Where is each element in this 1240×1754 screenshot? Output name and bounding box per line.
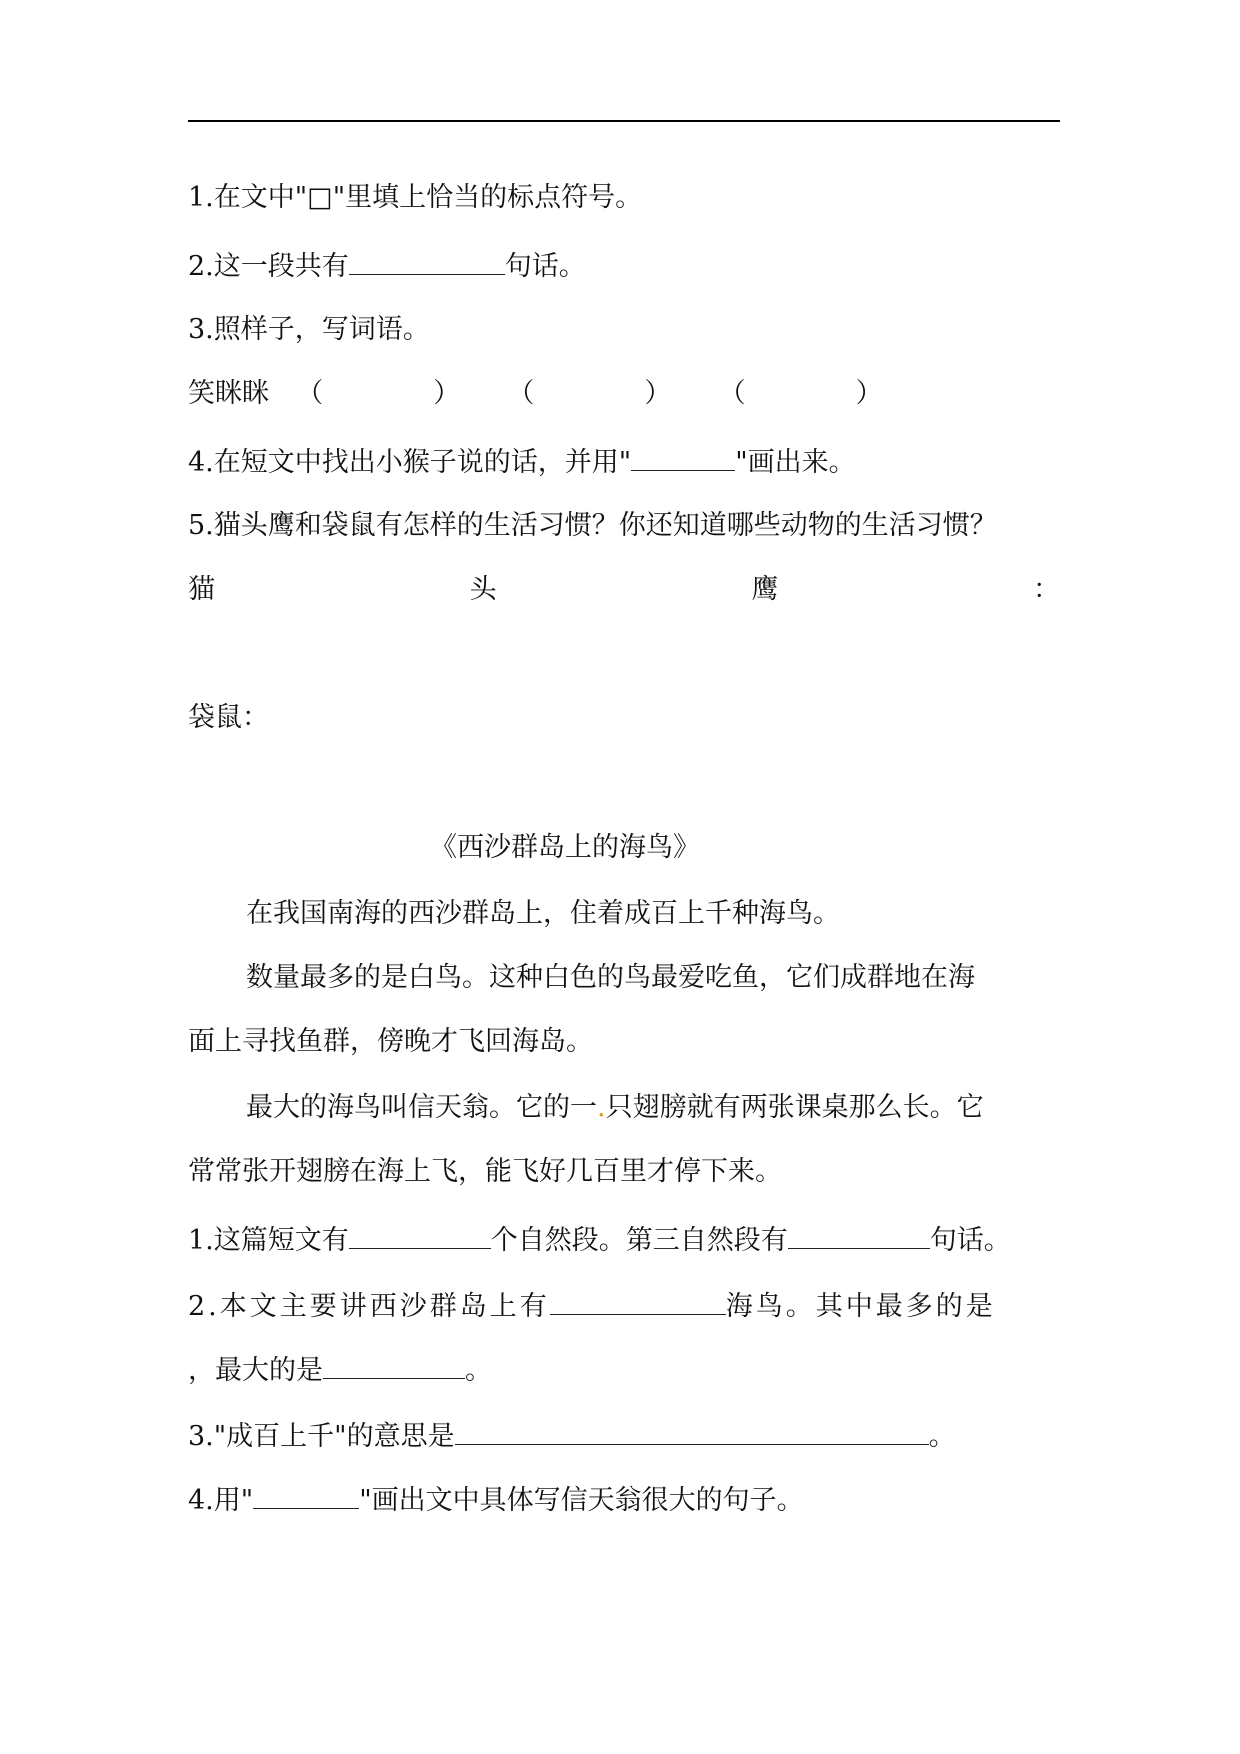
header-rule (188, 120, 1060, 122)
question-text: 1.这篇短文有 (188, 1225, 349, 1256)
passage-paragraph-2: 数量最多的是白鸟。这种白色的鸟最爱吃鱼，它们成群地在海 (246, 962, 975, 993)
question-text: 4.在短文中找出小猴子说的话，并用" (188, 447, 632, 478)
question-text: 1.在文中 (188, 182, 295, 213)
stray-dot: . (597, 1092, 606, 1123)
answer-blank[interactable] (349, 244, 505, 275)
question-text: 。 (928, 1421, 956, 1452)
passage-question-3 (188, 1414, 1068, 1454)
question-text: 句话。 (929, 1225, 1011, 1256)
answer-blank[interactable] (349, 1218, 491, 1249)
box-symbol: "□" (294, 182, 346, 213)
answer-blank[interactable] (550, 1284, 726, 1315)
question-3 (188, 310, 1068, 350)
question-text: 个自然段。第三自然段有 (490, 1225, 788, 1256)
answer-blank[interactable] (788, 1218, 930, 1249)
passage-paragraph-3: 最大的海鸟叫信天翁。它的一.只翅膀就有两张课桌那么长。它 (246, 1092, 984, 1123)
passage-paragraph-1: 在我国南海的西沙群岛上，住着成百上千种海鸟。 (246, 898, 840, 929)
underline-sample (253, 1478, 359, 1509)
answer-blank[interactable] (455, 1414, 929, 1445)
question-text: 2.本文主要讲西沙群岛上有 (188, 1291, 550, 1322)
passage-paragraph-3-cont: 常常张开翅膀在海上飞，能飞好几百里才停下来。 (188, 1156, 782, 1187)
question-1 (188, 178, 1068, 218)
paren-close: ） (855, 378, 883, 409)
owl-char: 头 (469, 574, 497, 605)
question-2 (188, 244, 1068, 284)
example-word: 笑眯眯 (188, 378, 269, 409)
question-text: 句话。 (504, 251, 586, 282)
passage-question-1 (188, 1218, 1068, 1258)
question-text: 海鸟。其中最多的是 (725, 1291, 996, 1322)
question-text: 5.猫头鹰和袋鼠有怎样的生活习惯？你还知道哪些动物的生活习惯？ (188, 510, 997, 541)
underline-sample (631, 440, 735, 471)
question-text: "画出文中具体写信天翁很大的句子。 (359, 1485, 804, 1516)
answer-blank[interactable] (323, 1348, 465, 1379)
question-text: 3."成百上千"的意思是 (188, 1421, 455, 1452)
question-text: 2.这一段共有 (188, 251, 349, 282)
question-text: 里填上恰当的标点符号。 (345, 182, 643, 213)
owl-answer-line (188, 570, 1060, 610)
question-4 (188, 440, 1068, 480)
owl-char: 鹰 (751, 574, 779, 605)
question-5 (188, 506, 1068, 546)
passage-question-2 (188, 1284, 1068, 1324)
kangaroo-answer-line (188, 698, 1068, 738)
owl-char: 猫 (188, 574, 215, 605)
paren-close: ） (644, 378, 672, 409)
word-example-row (188, 374, 1068, 414)
paren-open: （ (507, 378, 535, 409)
owl-char: ： (1032, 574, 1060, 605)
question-text: ，最大的是 (188, 1355, 323, 1386)
passage-title: 《西沙群岛上的海鸟》 (430, 832, 700, 863)
passage-question-2-cont (188, 1348, 1068, 1388)
passage-question-4 (188, 1478, 1068, 1518)
paren-open: （ (718, 378, 746, 409)
question-text: 3.照样子，写词语。 (188, 314, 430, 345)
passage-paragraph-2-cont: 面上寻找鱼群，傍晚才飞回海岛。 (188, 1026, 593, 1057)
kangaroo-label: 袋鼠： (188, 702, 269, 733)
question-text: 4.用" (188, 1485, 254, 1516)
paren-open: （ (296, 378, 324, 409)
question-text: "画出来。 (735, 447, 856, 478)
paren-close: ） (433, 378, 461, 409)
question-text: 。 (465, 1355, 492, 1386)
